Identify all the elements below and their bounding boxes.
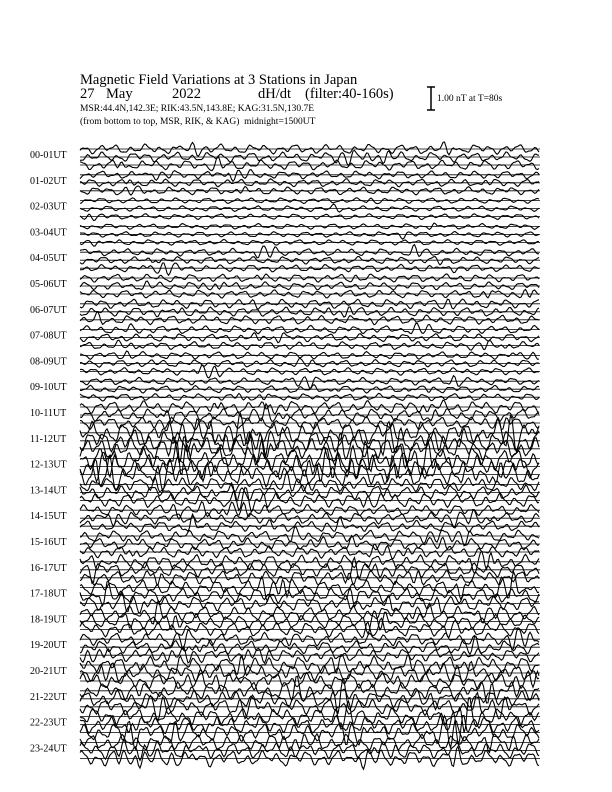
hour-row: [30, 299, 540, 325]
trace-rik: [80, 281, 539, 290]
hour-label: 10-11UT: [30, 408, 67, 419]
hour-label: 07-08UT: [30, 330, 67, 342]
hour-label: 05-06UT: [30, 279, 67, 290]
trace-rik: [80, 581, 539, 606]
scale-label: 1.00 nT at T=80s: [437, 94, 503, 104]
quantity-label: dH/dt: [258, 86, 292, 102]
hour-label: 03-04UT: [30, 227, 67, 239]
trace-rik: [80, 359, 539, 368]
hour-label: 13-14UT: [30, 485, 67, 497]
hour-row: [30, 502, 540, 532]
trace-kag: [80, 245, 539, 258]
hour-row: [30, 245, 540, 276]
station-coordinates: MSR:44.4N,142.3E; RIK:43.5N,143.8E; KAG:31.5N,130.7E: [80, 104, 315, 114]
hour-row: [30, 376, 540, 401]
chart-title: Magnetic Field Variations at 3 Stations in Japan: [80, 72, 358, 88]
hour-label: 22-23UT: [30, 717, 67, 729]
trace-rik: [80, 232, 539, 240]
hour-label: 11-12UT: [30, 433, 67, 445]
midnight-note: midnight=1500UT: [244, 117, 316, 127]
hour-label: 01-02UT: [30, 175, 67, 187]
trace-msr: [80, 340, 539, 350]
hour-label: 08-09UT: [30, 356, 67, 368]
hour-label: 21-22UT: [30, 691, 67, 703]
trace-msr: [80, 214, 539, 221]
trace-msr: [80, 156, 539, 170]
hour-label: 15-16UT: [30, 537, 67, 548]
hour-row: [30, 351, 540, 378]
trace-kag: [80, 170, 539, 182]
trace-msr: [80, 417, 539, 431]
trace-msr: [80, 312, 539, 325]
trace-kag: [80, 323, 539, 334]
filter-label: (filter:40-160s): [305, 86, 394, 102]
hour-label: 23-24UT: [30, 743, 67, 755]
hour-row: [30, 413, 540, 465]
hour-label: 09-10UT: [30, 382, 67, 394]
hour-row: [30, 274, 540, 298]
order-note: (from bottom to top, MSR, RIK, & KAG): [80, 117, 240, 127]
hour-row: [30, 223, 540, 246]
date-day: 27: [80, 86, 95, 102]
hour-row: [30, 198, 540, 221]
hour-label: 04-05UT: [30, 253, 67, 265]
date-year: 2022: [172, 86, 201, 102]
hour-label: 17-18UT: [30, 588, 67, 600]
hour-row: [30, 552, 540, 586]
trace-rik: [80, 204, 539, 212]
hour-row: [30, 170, 540, 196]
scale-bar: [427, 87, 435, 110]
date-month: May: [106, 86, 133, 102]
trace-msr: [80, 263, 539, 275]
hour-row: [30, 601, 540, 638]
trace-rik: [80, 611, 539, 634]
hour-row: [30, 734, 540, 769]
hour-label: 18-19UT: [30, 614, 67, 626]
hour-row: [30, 655, 540, 691]
hour-label: 16-17UT: [30, 562, 67, 574]
hour-row: [30, 527, 540, 559]
trace-kag: [80, 572, 539, 602]
trace-kag: [80, 376, 539, 388]
hour-label: 20-21UT: [30, 666, 67, 677]
hour-label: 02-03UT: [30, 201, 67, 213]
hour-label: 14-15UT: [30, 511, 67, 523]
hour-label: 06-07UT: [30, 304, 67, 316]
trace-rik: [80, 257, 539, 265]
hour-row: [30, 142, 540, 171]
hour-row: [30, 323, 540, 350]
hour-label: 19-20UT: [30, 640, 67, 652]
hour-label: 00-01UT: [30, 150, 67, 161]
hour-label: 12-13UT: [30, 459, 67, 471]
